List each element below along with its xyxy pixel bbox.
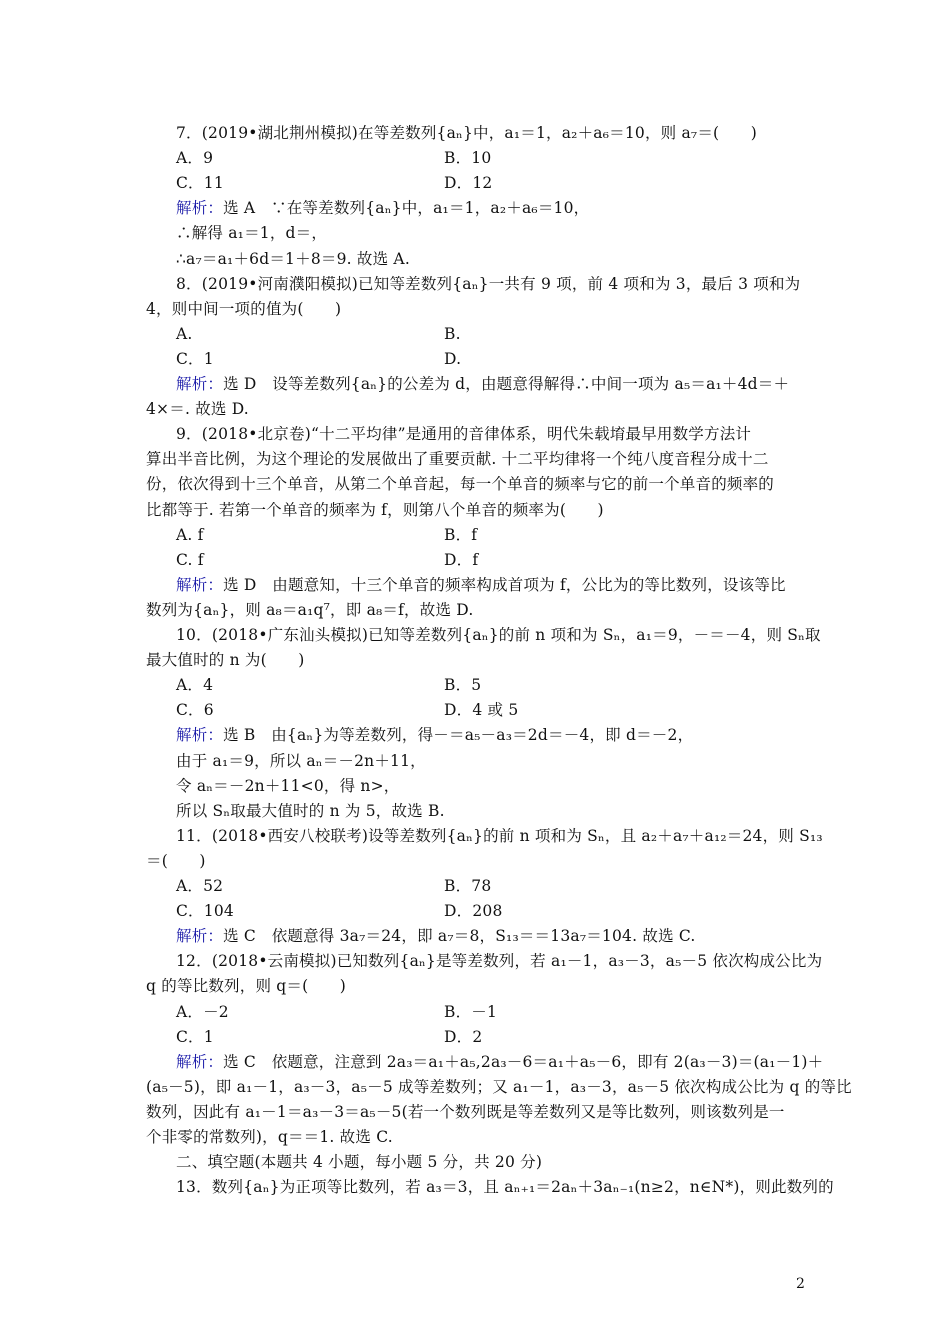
line-text: D．f [444, 550, 479, 569]
line-text: 选 B 由{aₙ}为等差数列，得－＝a₅－a₃＝2d＝－4，即 d＝－2， [223, 726, 694, 745]
text-line [444, 323, 461, 345]
line-text: 份，依次得到十三个单音，从第二个单音起，每一个单音的频率与它的前一个单音的频率的 [146, 475, 775, 494]
text-line [176, 750, 426, 772]
text-line [444, 348, 461, 370]
solution-label: 解析： [176, 199, 224, 218]
text-line [176, 950, 822, 972]
line-text: D．4 或 5 [444, 701, 519, 720]
line-text: D．12 [444, 174, 493, 193]
line-text: 4×＝. 故选 D. [146, 400, 249, 419]
text-line [146, 448, 769, 470]
line-text: 7．(2019•湖北荆州模拟)在等差数列{aₙ}中，a₁＝1，a₂＋a₆＝10，则 a₇＝( ) [176, 124, 757, 142]
text-line [444, 172, 492, 194]
text-line [176, 524, 204, 546]
page-number: 2 [796, 1276, 805, 1292]
text-line [176, 323, 193, 345]
line-text: 数列为{aₙ}，则 a₈＝a₁q⁷，即 a₈＝f，故选 D. [146, 600, 474, 619]
line-text: 选 C 依题意得 3a₇＝24，即 a₇＝8，S₁₃＝＝13a₇＝104. 故选 C. [223, 927, 696, 946]
solution-label: 解析： [176, 375, 224, 393]
line-text: 选 D 设等差数列{aₙ}的公差为 d，由题意得解得∴中间一项为 a₅＝a₁＋4d＝＋ [223, 375, 790, 393]
solution-label: 解析： [176, 927, 224, 946]
line-text: D．2 [444, 1027, 483, 1046]
line-text: 个非零的常数列)，q＝＝1. 故选 C. [146, 1128, 393, 1146]
line-text: C．1 [176, 1027, 214, 1046]
solution-label: 解析： [176, 726, 224, 745]
solution-line [176, 925, 696, 947]
text-line [146, 1126, 393, 1148]
line-text: C．104 [176, 902, 234, 921]
text-line [146, 1076, 852, 1098]
text-line [146, 649, 305, 671]
line-text: 由于 a₁＝9，所以 aₙ＝－2n＋11， [176, 751, 426, 770]
text-line [176, 348, 214, 370]
text-line [444, 900, 503, 922]
text-line [444, 674, 481, 696]
line-text: (a₅－5)，即 a₁－1，a₃－3，a₅－5 成等差数列；又 a₁－1，a₃－3，a₅－5 依次构成公比为 q 的等比 [146, 1077, 852, 1096]
text-line [176, 825, 823, 847]
text-line [444, 699, 518, 721]
line-text: A．52 [176, 877, 224, 895]
line-text: C．1 [176, 349, 214, 368]
text-line [176, 699, 214, 721]
line-text: 12．(2018•云南模拟)已知数列{aₙ}是等差数列，若 a₁－1，a₃－3，a₅－5 依次构成公比为 [176, 952, 823, 971]
text-line [176, 800, 445, 822]
text-line [146, 1101, 785, 1123]
text-line [146, 850, 206, 872]
line-text: 9．(2018•北京卷)“十二平均律”是通用的音律体系，明代朱载堉最早用数学方法计 [176, 425, 752, 444]
line-text: C．11 [176, 174, 224, 193]
line-text: 4，则中间一项的值为( ) [146, 299, 342, 318]
line-text: B．78 [444, 877, 492, 895]
text-line [146, 398, 249, 420]
text-line [176, 775, 400, 797]
line-text: 8．(2019•河南濮阳模拟)已知等差数列{aₙ}一共有 9 项，前 4 项和为 3，最后 3 项和为 [176, 274, 801, 293]
line-text: B．－1 [444, 1002, 498, 1021]
text-line [176, 900, 234, 922]
solution-label: 解析： [176, 1052, 224, 1071]
line-text: 二、填空题(本题共 4 小题，每小题 5 分，共 20 分) [176, 1153, 543, 1172]
text-line [176, 172, 224, 194]
line-text: q 的等比数列，则 q＝( ) [146, 977, 346, 996]
line-text: 令 aₙ＝－2n＋11<0，得 n>， [176, 776, 400, 795]
line-text: A．－2 [176, 1002, 229, 1021]
solution-label: 解析： [176, 575, 224, 594]
line-text: 比都等于. 若第一个单音的频率为 f，则第八个单音的频率为( ) [146, 500, 604, 519]
text-line [176, 624, 821, 646]
text-line [176, 122, 757, 144]
text-line [444, 147, 491, 169]
text-line [176, 222, 327, 244]
text-line [444, 1026, 482, 1048]
text-line [146, 499, 604, 521]
text-line [444, 524, 477, 546]
text-line [176, 549, 204, 571]
line-text: 选 D 由题意知，十三个单音的频率构成首项为 f，公比为的等比数列，设该等比 [223, 575, 786, 594]
line-text: 算出半音比例，为这个理论的发展做出了重要贡献. 十二平均律将一个纯八度音程分成十二 [146, 450, 769, 469]
line-text: B. [444, 324, 461, 343]
text-line [176, 674, 213, 696]
line-text: 11．(2018•西安八校联考)设等差数列{aₙ}的前 n 项和为 Sₙ，且 a₂＋a₇＋a₁₂＝24，则 S₁₃ [176, 826, 823, 845]
line-text: 13．数列{aₙ}为正项等比数列，若 a₃＝3，且 aₙ₊₁＝2aₙ＋3aₙ₋₁(n≥2，n∈N*)，则此数列的 [176, 1178, 834, 1197]
text-line [444, 1001, 497, 1023]
line-text: C. f [176, 550, 204, 569]
text-line [176, 273, 800, 295]
line-text: B．5 [444, 676, 482, 695]
solution-line [176, 1051, 823, 1073]
line-text: A．9 [176, 149, 214, 168]
text-line [176, 248, 410, 270]
text-line [176, 1176, 834, 1198]
solution-line [176, 574, 786, 596]
line-text: ∴a₇＝a₁＋6d＝1＋8＝9. 故选 A. [176, 249, 410, 268]
line-text: B．10 [444, 149, 492, 168]
line-text: D．208 [444, 902, 503, 921]
line-text: A. f [176, 525, 204, 544]
line-text: C．6 [176, 701, 214, 720]
text-line [176, 1151, 542, 1173]
text-line [146, 975, 346, 997]
line-text: 10．(2018•广东汕头模拟)已知等差数列{aₙ}的前 n 项和为 Sₙ，a₁＝9，－＝－4，则 Sₙ取 [176, 626, 821, 644]
line-text: 选 A ∵在等差数列{aₙ}中，a₁＝1，a₂＋a₆＝10， [223, 199, 590, 218]
line-text: 数列，因此有 a₁－1＝a₃－3＝a₅－5(若一个数列既是等差数列又是等比数列，则该数列是一 [146, 1102, 785, 1121]
solution-line [176, 724, 693, 746]
text-line [176, 875, 223, 897]
line-text: 所以 Sₙ取最大值时的 n 为 5，故选 B. [176, 801, 445, 820]
text-line [176, 147, 213, 169]
line-text: B．f [444, 525, 478, 544]
line-text: 选 C 依题意，注意到 2a₃＝a₁＋a₅,2a₃－6＝a₁＋a₅－6，即有 2(a₃－3)＝(a₁－1)＋ [223, 1052, 824, 1071]
line-text: D. [444, 349, 462, 368]
text-line [146, 473, 774, 495]
text-line [176, 423, 751, 445]
text-line [146, 599, 474, 621]
line-text: A. [176, 324, 193, 343]
text-line [176, 1026, 214, 1048]
text-line [444, 549, 478, 571]
line-text: A．4 [176, 676, 214, 695]
line-text: 最大值时的 n 为( ) [146, 651, 305, 670]
line-text: ＝( ) [146, 851, 206, 870]
line-text: ∴解得 a₁＝1，d＝， [176, 224, 328, 243]
text-line [176, 1001, 229, 1023]
solution-line [176, 373, 789, 395]
solution-line [176, 197, 589, 219]
text-line [444, 875, 491, 897]
text-line [146, 298, 341, 320]
